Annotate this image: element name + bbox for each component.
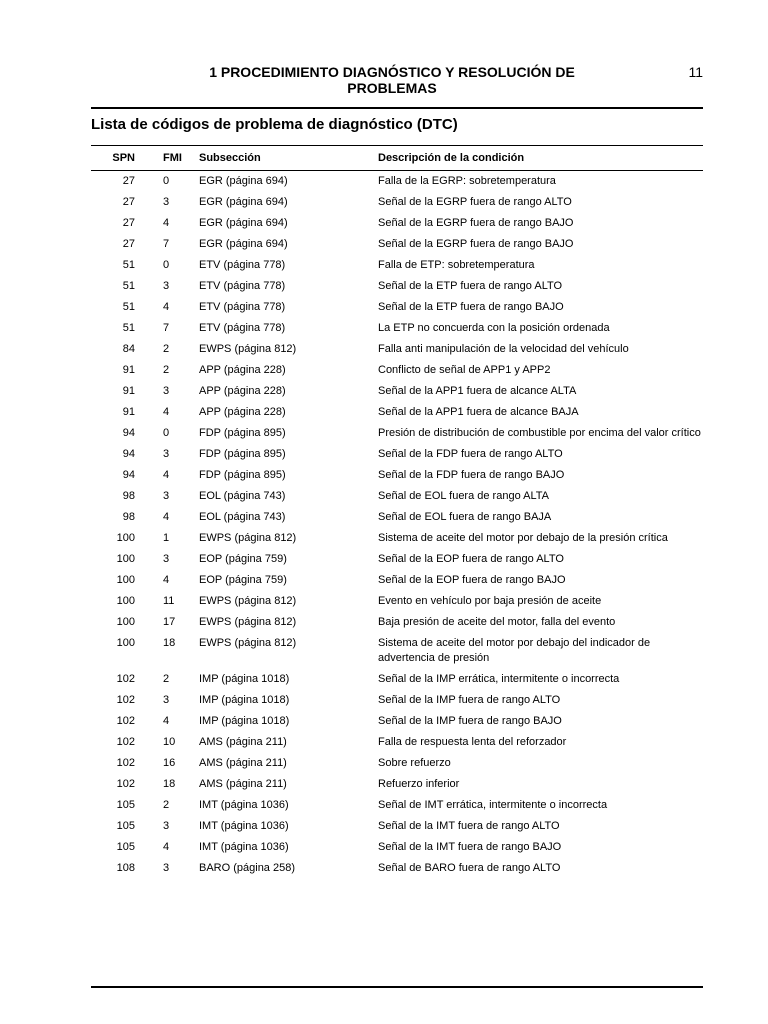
subsection-cell: IMT (página 1036) bbox=[199, 820, 289, 832]
table-row bbox=[91, 423, 703, 444]
description-cell: Señal de la ETP fuera de rango ALTO bbox=[378, 280, 563, 292]
spn-cell: 102 bbox=[116, 715, 135, 727]
description-cell: Sistema de aceite del motor por debajo de la presión crítica bbox=[378, 532, 668, 544]
table-row bbox=[91, 690, 703, 711]
table-row bbox=[91, 837, 703, 858]
spacer-cell bbox=[135, 669, 163, 690]
spn-cell: 105 bbox=[116, 820, 135, 832]
spn-cell: 27 bbox=[122, 175, 135, 187]
subsection-cell: FDP (página 895) bbox=[199, 469, 286, 481]
spacer-cell bbox=[135, 465, 163, 486]
spn-cell: 84 bbox=[122, 343, 135, 355]
table-row bbox=[91, 858, 703, 879]
description-cell: Señal de la APP1 fuera de alcance BAJA bbox=[378, 406, 579, 418]
spn-cell: 100 bbox=[116, 574, 135, 586]
description-cell: Señal de la EGRP fuera de rango ALTO bbox=[378, 196, 572, 208]
fmi-cell: 3 bbox=[163, 694, 170, 706]
spn-cell: 102 bbox=[116, 757, 135, 769]
description-cell: Señal de la IMT fuera de rango BAJO bbox=[378, 841, 562, 853]
fmi-cell: 4 bbox=[163, 217, 170, 229]
description-cell: Señal de EOL fuera de rango ALTA bbox=[378, 490, 550, 502]
fmi-cell: 0 bbox=[163, 427, 170, 439]
subsection-cell: IMT (página 1036) bbox=[199, 799, 289, 811]
spacer-cell bbox=[135, 774, 163, 795]
column-header-spn: SPN bbox=[91, 146, 135, 171]
description-cell: Sistema de aceite del motor por debajo del indicador de advertencia de presión bbox=[378, 637, 651, 664]
table-row bbox=[91, 753, 703, 774]
fmi-cell: 4 bbox=[163, 841, 170, 853]
fmi-cell: 16 bbox=[163, 757, 176, 769]
spn-cell: 105 bbox=[116, 841, 135, 853]
spacer-cell bbox=[135, 255, 163, 276]
subsection-cell: EWPS (página 812) bbox=[199, 637, 297, 649]
subsection-cell: EGR (página 694) bbox=[199, 238, 288, 250]
spacer-cell bbox=[135, 276, 163, 297]
column-header-fmi: FMI bbox=[163, 146, 199, 171]
subsection-cell: AMS (página 211) bbox=[199, 757, 287, 769]
subsection-cell: EOP (página 759) bbox=[199, 553, 287, 565]
spn-cell: 51 bbox=[122, 301, 135, 313]
fmi-cell: 4 bbox=[163, 511, 170, 523]
subsection-cell: APP (página 228) bbox=[199, 385, 286, 397]
table-row bbox=[91, 774, 703, 795]
table-row bbox=[91, 297, 703, 318]
description-cell: Presión de distribución de combustible por encima del valor crítico bbox=[378, 427, 701, 439]
spn-cell: 94 bbox=[122, 469, 135, 481]
footer-divider bbox=[91, 986, 703, 988]
description-cell: Señal de la IMP errática, intermitente o incorrecta bbox=[378, 673, 620, 685]
description-cell: Falla de respuesta lenta del reforzador bbox=[378, 736, 567, 748]
table-row bbox=[91, 318, 703, 339]
subsection-cell: FDP (página 895) bbox=[199, 427, 286, 439]
fmi-cell: 10 bbox=[163, 736, 176, 748]
spacer-cell bbox=[135, 612, 163, 633]
fmi-cell: 0 bbox=[163, 259, 170, 271]
table-row bbox=[91, 402, 703, 423]
column-header-description: Descripción de la condición bbox=[378, 146, 703, 171]
description-cell: Señal de la IMT fuera de rango ALTO bbox=[378, 820, 560, 832]
fmi-cell: 3 bbox=[163, 196, 170, 208]
table-row bbox=[91, 528, 703, 549]
table-row bbox=[91, 465, 703, 486]
subsection-cell: ETV (página 778) bbox=[199, 301, 286, 313]
description-cell: Señal de la FDP fuera de rango ALTO bbox=[378, 448, 563, 460]
dtc-table-body bbox=[91, 171, 703, 880]
subsection-cell: EWPS (página 812) bbox=[199, 532, 297, 544]
subsection-cell: EOP (página 759) bbox=[199, 574, 287, 586]
description-cell: Evento en vehículo por baja presión de aceite bbox=[378, 595, 602, 607]
spacer-cell bbox=[135, 213, 163, 234]
spacer-cell bbox=[135, 591, 163, 612]
spacer-cell bbox=[135, 423, 163, 444]
fmi-cell: 3 bbox=[163, 448, 170, 460]
table-row bbox=[91, 255, 703, 276]
spn-cell: 102 bbox=[116, 673, 135, 685]
section-title: Lista de códigos de problema de diagnóstico (DTC) bbox=[91, 116, 458, 133]
spn-cell: 27 bbox=[122, 196, 135, 208]
description-cell: Señal de la EGRP fuera de rango BAJO bbox=[378, 217, 574, 229]
spacer-cell bbox=[135, 297, 163, 318]
subsection-cell: ETV (página 778) bbox=[199, 322, 286, 334]
fmi-cell: 7 bbox=[163, 322, 170, 334]
spacer-cell bbox=[135, 402, 163, 423]
description-cell: Señal de la ETP fuera de rango BAJO bbox=[378, 301, 564, 313]
spn-cell: 51 bbox=[122, 322, 135, 334]
fmi-cell: 2 bbox=[163, 364, 170, 376]
table-header-row bbox=[91, 146, 703, 171]
spn-cell: 51 bbox=[122, 259, 135, 271]
spacer-cell bbox=[135, 444, 163, 465]
fmi-cell: 17 bbox=[163, 616, 176, 628]
fmi-cell: 4 bbox=[163, 574, 170, 586]
spn-cell: 108 bbox=[116, 862, 135, 874]
spacer-cell bbox=[135, 318, 163, 339]
fmi-cell: 3 bbox=[163, 862, 170, 874]
description-cell: Señal de la APP1 fuera de alcance ALTA bbox=[378, 385, 577, 397]
fmi-cell: 3 bbox=[163, 385, 170, 397]
table-row bbox=[91, 507, 703, 528]
fmi-cell: 3 bbox=[163, 280, 170, 292]
table-row bbox=[91, 669, 703, 690]
table-row bbox=[91, 795, 703, 816]
spacer-cell bbox=[135, 837, 163, 858]
subsection-cell: EOL (página 743) bbox=[199, 490, 286, 502]
table-row bbox=[91, 711, 703, 732]
description-cell: La ETP no concuerda con la posición ordenada bbox=[378, 322, 610, 334]
table-row bbox=[91, 732, 703, 753]
description-cell: Señal de la EOP fuera de rango ALTO bbox=[378, 553, 564, 565]
spn-cell: 102 bbox=[116, 736, 135, 748]
fmi-cell: 4 bbox=[163, 469, 170, 481]
subsection-cell: APP (página 228) bbox=[199, 364, 286, 376]
subsection-cell: ETV (página 778) bbox=[199, 280, 286, 292]
subsection-cell: EGR (página 694) bbox=[199, 175, 288, 187]
spn-cell: 91 bbox=[122, 406, 135, 418]
header-divider bbox=[91, 107, 703, 109]
description-cell: Falla de la EGRP: sobretemperatura bbox=[378, 175, 556, 187]
page-header bbox=[91, 64, 703, 104]
spacer-cell bbox=[135, 690, 163, 711]
subsection-cell: EWPS (página 812) bbox=[199, 595, 297, 607]
fmi-cell: 0 bbox=[163, 175, 170, 187]
table-row bbox=[91, 549, 703, 570]
page-number: 11 bbox=[688, 64, 703, 80]
spn-cell: 91 bbox=[122, 364, 135, 376]
subsection-cell: BARO (página 258) bbox=[199, 862, 295, 874]
spacer-cell bbox=[135, 171, 163, 193]
table-row bbox=[91, 171, 703, 193]
spacer-cell bbox=[135, 507, 163, 528]
subsection-cell: EOL (página 743) bbox=[199, 511, 286, 523]
spn-cell: 100 bbox=[116, 595, 135, 607]
spacer-cell bbox=[135, 339, 163, 360]
subsection-cell: ETV (página 778) bbox=[199, 259, 286, 271]
dtc-table bbox=[91, 145, 703, 879]
subsection-cell: IMP (página 1018) bbox=[199, 694, 290, 706]
subsection-cell: AMS (página 211) bbox=[199, 778, 287, 790]
column-header-subsection: Subsección bbox=[199, 146, 378, 171]
subsection-cell: EGR (página 694) bbox=[199, 196, 288, 208]
description-cell: Refuerzo inferior bbox=[378, 778, 460, 790]
subsection-cell: EWPS (página 812) bbox=[199, 343, 297, 355]
description-cell: Señal de la EOP fuera de rango BAJO bbox=[378, 574, 566, 586]
table-row bbox=[91, 381, 703, 402]
spn-cell: 27 bbox=[122, 217, 135, 229]
table-row bbox=[91, 192, 703, 213]
fmi-cell: 3 bbox=[163, 820, 170, 832]
table-row bbox=[91, 234, 703, 255]
fmi-cell: 2 bbox=[163, 799, 170, 811]
spacer-cell bbox=[135, 528, 163, 549]
spn-cell: 100 bbox=[116, 532, 135, 544]
spacer-cell bbox=[135, 633, 163, 669]
table-row bbox=[91, 591, 703, 612]
spn-cell: 94 bbox=[122, 448, 135, 460]
spacer-cell bbox=[135, 360, 163, 381]
subsection-cell: IMT (página 1036) bbox=[199, 841, 289, 853]
spacer-cell bbox=[135, 192, 163, 213]
description-cell: Señal de la FDP fuera de rango BAJO bbox=[378, 469, 565, 481]
spn-cell: 102 bbox=[116, 778, 135, 790]
chapter-title-line2: PROBLEMAS bbox=[347, 80, 437, 96]
table-row bbox=[91, 486, 703, 507]
description-cell: Conflicto de señal de APP1 y APP2 bbox=[378, 364, 551, 376]
spn-cell: 91 bbox=[122, 385, 135, 397]
fmi-cell: 3 bbox=[163, 490, 170, 502]
table-row bbox=[91, 633, 703, 669]
fmi-cell: 18 bbox=[163, 778, 176, 790]
fmi-cell: 7 bbox=[163, 238, 170, 250]
description-cell: Señal de la EGRP fuera de rango BAJO bbox=[378, 238, 574, 250]
spacer-cell bbox=[135, 549, 163, 570]
spacer-cell bbox=[135, 570, 163, 591]
subsection-cell: APP (página 228) bbox=[199, 406, 286, 418]
fmi-cell: 2 bbox=[163, 343, 170, 355]
spacer-cell bbox=[135, 858, 163, 879]
description-cell: Señal de EOL fuera de rango BAJA bbox=[378, 511, 552, 523]
table-row bbox=[91, 339, 703, 360]
table-row bbox=[91, 444, 703, 465]
spacer-cell bbox=[135, 816, 163, 837]
fmi-cell: 18 bbox=[163, 637, 176, 649]
spn-cell: 98 bbox=[122, 490, 135, 502]
spn-cell: 94 bbox=[122, 427, 135, 439]
table-row bbox=[91, 213, 703, 234]
description-cell: Señal de IMT errática, intermitente o incorrecta bbox=[378, 799, 608, 811]
table-row bbox=[91, 570, 703, 591]
spacer-cell bbox=[135, 795, 163, 816]
spn-cell: 102 bbox=[116, 694, 135, 706]
column-spacer bbox=[135, 146, 163, 171]
spn-cell: 100 bbox=[116, 553, 135, 565]
subsection-cell: EGR (página 694) bbox=[199, 217, 288, 229]
spn-cell: 27 bbox=[122, 238, 135, 250]
table-row bbox=[91, 816, 703, 837]
description-cell: Señal de la IMP fuera de rango BAJO bbox=[378, 715, 562, 727]
subsection-cell: FDP (página 895) bbox=[199, 448, 286, 460]
spacer-cell bbox=[135, 711, 163, 732]
spn-cell: 98 bbox=[122, 511, 135, 523]
subsection-cell: IMP (página 1018) bbox=[199, 715, 290, 727]
spn-cell: 100 bbox=[116, 637, 135, 649]
chapter-title-line1: 1 PROCEDIMIENTO DIAGNÓSTICO Y RESOLUCIÓN DE bbox=[209, 64, 575, 80]
spacer-cell bbox=[135, 732, 163, 753]
spacer-cell bbox=[135, 381, 163, 402]
spn-cell: 105 bbox=[116, 799, 135, 811]
description-cell: Falla anti manipulación de la velocidad del vehículo bbox=[378, 343, 629, 355]
description-cell: Señal de la IMP fuera de rango ALTO bbox=[378, 694, 561, 706]
description-cell: Señal de BARO fuera de rango ALTO bbox=[378, 862, 561, 874]
fmi-cell: 11 bbox=[163, 595, 175, 607]
fmi-cell: 4 bbox=[163, 715, 170, 727]
fmi-cell: 4 bbox=[163, 301, 170, 313]
table-row bbox=[91, 612, 703, 633]
spacer-cell bbox=[135, 234, 163, 255]
description-cell: Sobre refuerzo bbox=[378, 757, 451, 769]
spn-cell: 100 bbox=[116, 616, 135, 628]
description-cell: Falla de ETP: sobretemperatura bbox=[378, 259, 535, 271]
spacer-cell bbox=[135, 486, 163, 507]
subsection-cell: IMP (página 1018) bbox=[199, 673, 290, 685]
fmi-cell: 2 bbox=[163, 673, 170, 685]
subsection-cell: EWPS (página 812) bbox=[199, 616, 297, 628]
fmi-cell: 3 bbox=[163, 553, 170, 565]
subsection-cell: AMS (página 211) bbox=[199, 736, 287, 748]
spn-cell: 51 bbox=[122, 280, 135, 292]
fmi-cell: 4 bbox=[163, 406, 170, 418]
table-row bbox=[91, 360, 703, 381]
chapter-title bbox=[186, 64, 598, 96]
fmi-cell: 1 bbox=[163, 532, 170, 544]
description-cell: Baja presión de aceite del motor, falla del evento bbox=[378, 616, 616, 628]
spacer-cell bbox=[135, 753, 163, 774]
table-row bbox=[91, 276, 703, 297]
